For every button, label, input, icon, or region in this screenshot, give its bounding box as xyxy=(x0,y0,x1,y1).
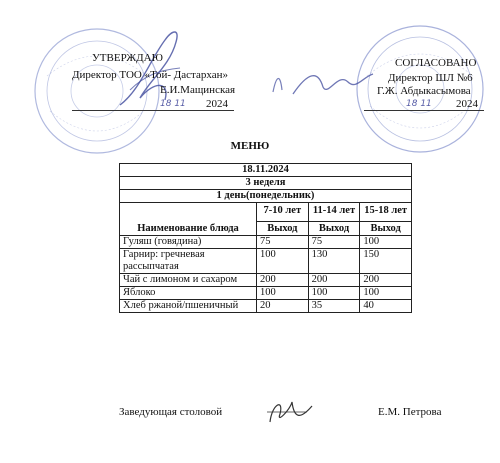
output-label: Выход xyxy=(257,221,308,235)
dish-output: 75 xyxy=(257,236,309,249)
dish-output: 35 xyxy=(308,300,360,313)
age-group-label: 11-14 лет xyxy=(312,205,356,216)
dish-output: 100 xyxy=(257,287,309,300)
table-date: 18.11.2024 xyxy=(120,164,412,177)
footer-name: Е.М. Петрова xyxy=(378,406,442,418)
agreement-date-handwritten: 18 11 xyxy=(406,99,432,109)
table-row xyxy=(120,287,412,300)
header-age-group xyxy=(308,203,360,236)
dish-name: Гарнир: гречневая рассыпчатая xyxy=(120,249,257,274)
signature-canteen-head xyxy=(262,392,322,428)
dish-output: 130 xyxy=(308,249,360,274)
header-dish-name: Наименование блюда xyxy=(120,203,257,236)
dish-output: 200 xyxy=(308,274,360,287)
approval-name: Е.И.Мащинская xyxy=(160,84,236,96)
age-group-label: 15-18 лет xyxy=(364,205,408,216)
dish-output: 200 xyxy=(360,274,412,287)
approval-date-line xyxy=(72,98,234,112)
dish-output: 150 xyxy=(360,249,412,274)
approval-date-handwritten: 18 11 xyxy=(160,99,186,109)
signature-director-right xyxy=(268,62,378,102)
approval-year: 2024 xyxy=(206,98,228,110)
menu-heading: МЕНЮ xyxy=(230,140,270,152)
table-row xyxy=(120,274,412,287)
approval-role: Директор ТОО «Той- Дастархан» xyxy=(72,69,229,81)
dish-name: Хлеб ржаной/пшеничный xyxy=(120,300,257,313)
table-day: 1 день(понедельник) xyxy=(120,190,412,203)
age-group-label: 7-10 лет xyxy=(263,205,302,216)
dish-output: 75 xyxy=(308,236,360,249)
agreement-title: СОГЛАСОВАНО xyxy=(395,57,477,69)
dish-name: Чай с лимоном и сахаром xyxy=(120,274,257,287)
dish-output: 40 xyxy=(360,300,412,313)
dish-name: Гуляш (говядина) xyxy=(120,236,257,249)
header-age-group xyxy=(257,203,309,236)
agreement-name: Г.Ж. Абдыкасымова xyxy=(377,85,471,97)
header-age-group xyxy=(360,203,412,236)
dish-output: 100 xyxy=(360,287,412,300)
dish-output: 100 xyxy=(257,249,309,274)
dish-output: 200 xyxy=(257,274,309,287)
dish-output: 20 xyxy=(257,300,309,313)
agreement-date-line xyxy=(364,98,484,112)
dish-name: Яблоко xyxy=(120,287,257,300)
table-row xyxy=(120,249,412,274)
approval-title: УТВЕРЖДАЮ xyxy=(92,52,163,64)
output-label: Выход xyxy=(360,221,411,235)
table-row xyxy=(120,236,412,249)
agreement-role: Директор ШЛ №6 xyxy=(388,72,473,84)
footer-role: Заведующая столовой xyxy=(119,406,223,418)
menu-table xyxy=(119,163,412,313)
dish-output: 100 xyxy=(308,287,360,300)
output-label: Выход xyxy=(309,221,360,235)
dish-output: 100 xyxy=(360,236,412,249)
table-week: 3 неделя xyxy=(120,177,412,190)
agreement-year: 2024 xyxy=(456,98,478,110)
table-row xyxy=(120,300,412,313)
